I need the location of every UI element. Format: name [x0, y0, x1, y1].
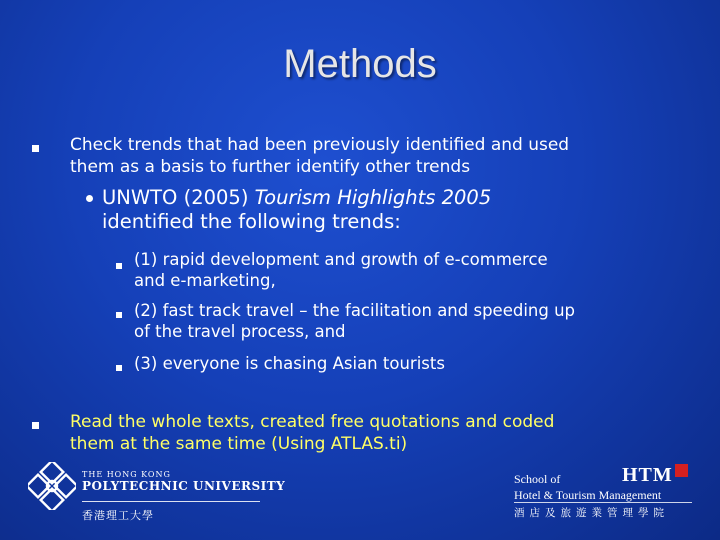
square-bullet-icon — [116, 365, 122, 371]
htm-divider — [514, 502, 692, 503]
bullet-1-line-1: Check trends that had been previously identified and used — [70, 135, 570, 155]
polyu-divider — [82, 501, 260, 502]
footer — [0, 458, 720, 540]
round-bullet-icon — [86, 195, 93, 202]
bullet-6-text — [70, 411, 554, 455]
htm-logo-text: HTM — [622, 464, 673, 486]
polyu-name — [82, 470, 285, 493]
slide-title: Methods — [283, 42, 437, 86]
trend-1-text — [134, 249, 548, 291]
polyu-logo-icon — [28, 462, 76, 510]
bullet-2-line-1 — [102, 186, 491, 210]
bullet-1-line-2: them as a basis to further identify other trends — [70, 157, 471, 177]
square-bullet-icon — [32, 145, 39, 152]
trend-2-line-1: (2) fast track travel – the facilitation and speeding up — [134, 301, 576, 320]
bullet-6-line-2: them at the same time (Using ATLAS.ti) — [70, 434, 408, 454]
trend-1-line-1: (1) rapid development and growth of e-commerce — [134, 250, 548, 269]
square-bullet-icon — [32, 422, 39, 429]
htm-school-line: School of — [514, 472, 561, 486]
polyu-chinese-name: 香港理工大學 — [82, 509, 154, 522]
trend-2-line-2: of the travel process, and — [134, 322, 346, 341]
htm-logo-seal-icon — [675, 464, 688, 477]
htm-school-logo — [514, 464, 714, 534]
trend-3-line-1: (3) everyone is chasing Asian tourists — [134, 354, 445, 373]
bullet-1-text — [70, 134, 569, 178]
trend-2-text — [134, 300, 575, 342]
bullet-2-italic-title: Tourism Highlights 2005 — [254, 186, 492, 209]
trend-1-line-2: and e-marketing, — [134, 271, 276, 290]
bullet-2-line-2: identified the following trends: — [102, 210, 401, 233]
htm-name-line: Hotel & Tourism Management — [514, 488, 662, 502]
htm-chinese-name: 酒店及旅遊業管理學院 — [514, 508, 669, 519]
square-bullet-icon — [116, 263, 122, 269]
bullet-6-line-1: Read the whole texts, created free quotations and coded — [70, 412, 555, 432]
square-bullet-icon — [116, 312, 122, 318]
polyu-line-2: POLYTECHNIC UNIVERSITY — [82, 479, 286, 493]
bullet-2-text — [102, 186, 491, 234]
polyu-line-1: THE HONG KONG — [82, 470, 171, 479]
htm-logo-icon — [622, 464, 688, 487]
trend-3-text — [134, 353, 445, 374]
bullet-2-prefix: UNWTO (2005) — [102, 186, 255, 209]
